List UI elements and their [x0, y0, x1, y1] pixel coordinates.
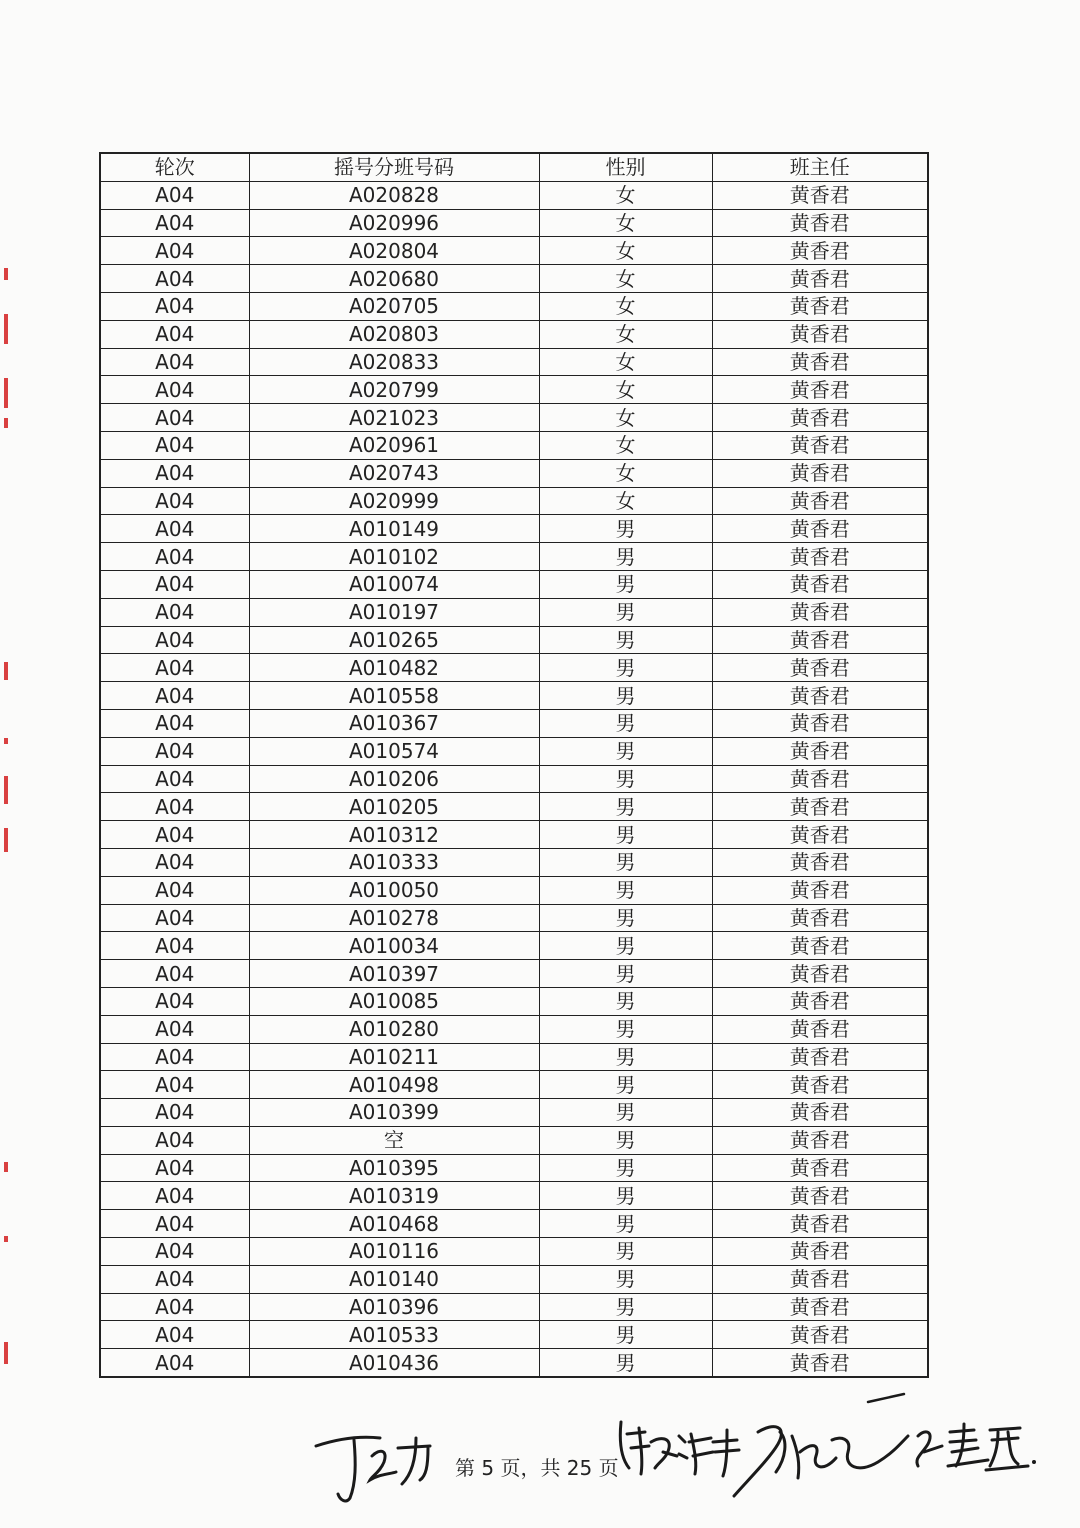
cell-lottery-number: A010333: [249, 848, 539, 876]
cell-head-teacher: 黄香君: [712, 1043, 928, 1071]
cell-head-teacher: 黄香君: [712, 960, 928, 988]
signature-3: [728, 1392, 1048, 1502]
cell-gender: 男: [539, 960, 712, 988]
cell-lottery-number: A010397: [249, 960, 539, 988]
table-row: [100, 1265, 928, 1293]
cell-head-teacher: 黄香君: [712, 570, 928, 598]
margin-mark: [4, 776, 8, 804]
cell-head-teacher: 黄香君: [712, 1182, 928, 1210]
cell-lottery-number: A020996: [249, 209, 539, 237]
table-row: [100, 1238, 928, 1266]
table-row: [100, 932, 928, 960]
table-row: [100, 1071, 928, 1099]
table-row: [100, 181, 928, 209]
page-number: 第 5 页，共 25 页: [455, 1456, 619, 1480]
cell-round: A04: [100, 376, 249, 404]
cell-lottery-number: A010102: [249, 543, 539, 571]
cell-gender: 男: [539, 848, 712, 876]
cell-lottery-number: A010278: [249, 904, 539, 932]
cell-lottery-number: 空: [249, 1126, 539, 1154]
cell-round: A04: [100, 209, 249, 237]
cell-round: A04: [100, 876, 249, 904]
cell-round: A04: [100, 237, 249, 265]
cell-round: A04: [100, 1099, 249, 1127]
cell-head-teacher: 黄香君: [712, 1293, 928, 1321]
cell-gender: 女: [539, 237, 712, 265]
table-row: [100, 876, 928, 904]
cell-round: A04: [100, 1043, 249, 1071]
cell-head-teacher: 黄香君: [712, 821, 928, 849]
cell-gender: 男: [539, 876, 712, 904]
table-row: [100, 1126, 928, 1154]
cell-round: A04: [100, 320, 249, 348]
cell-head-teacher: 黄香君: [712, 848, 928, 876]
table-header-row: [100, 153, 928, 181]
table-row: [100, 431, 928, 459]
cell-gender: 女: [539, 292, 712, 320]
cell-head-teacher: 黄香君: [712, 515, 928, 543]
cell-gender: 男: [539, 1238, 712, 1266]
cell-head-teacher: 黄香君: [712, 932, 928, 960]
cell-lottery-number: A010367: [249, 709, 539, 737]
table-row: [100, 1182, 928, 1210]
cell-gender: 男: [539, 793, 712, 821]
cell-head-teacher: 黄香君: [712, 1154, 928, 1182]
cell-head-teacher: 黄香君: [712, 348, 928, 376]
cell-lottery-number: A020833: [249, 348, 539, 376]
cell-lottery-number: A010395: [249, 1154, 539, 1182]
table-row: [100, 682, 928, 710]
table-row: [100, 1210, 928, 1238]
margin-mark: [4, 1342, 8, 1364]
table-row: [100, 1099, 928, 1127]
cell-round: A04: [100, 348, 249, 376]
cell-head-teacher: 黄香君: [712, 682, 928, 710]
cell-head-teacher: 黄香君: [712, 737, 928, 765]
table-row: [100, 654, 928, 682]
cell-round: A04: [100, 987, 249, 1015]
cell-gender: 男: [539, 626, 712, 654]
table-row: [100, 960, 928, 988]
cell-gender: 女: [539, 487, 712, 515]
table-row: [100, 515, 928, 543]
cell-head-teacher: 黄香君: [712, 459, 928, 487]
cell-round: A04: [100, 1015, 249, 1043]
cell-head-teacher: 黄香君: [712, 904, 928, 932]
cell-round: A04: [100, 793, 249, 821]
table-row: [100, 404, 928, 432]
cell-lottery-number: A010265: [249, 626, 539, 654]
cell-round: A04: [100, 821, 249, 849]
cell-gender: 男: [539, 1015, 712, 1043]
cell-gender: 男: [539, 1126, 712, 1154]
cell-gender: 女: [539, 209, 712, 237]
cell-gender: 男: [539, 1154, 712, 1182]
cell-gender: 男: [539, 904, 712, 932]
margin-mark: [4, 314, 8, 344]
cell-lottery-number: A010533: [249, 1321, 539, 1349]
cell-gender: 男: [539, 654, 712, 682]
cell-lottery-number: A010436: [249, 1349, 539, 1377]
cell-head-teacher: 黄香君: [712, 431, 928, 459]
cell-round: A04: [100, 654, 249, 682]
cell-lottery-number: A010396: [249, 1293, 539, 1321]
cell-head-teacher: 黄香君: [712, 1238, 928, 1266]
column-header-round: 轮次: [100, 153, 249, 181]
cell-head-teacher: 黄香君: [712, 209, 928, 237]
cell-lottery-number: A010468: [249, 1210, 539, 1238]
cell-head-teacher: 黄香君: [712, 1099, 928, 1127]
cell-gender: 男: [539, 709, 712, 737]
cell-round: A04: [100, 682, 249, 710]
cell-head-teacher: 黄香君: [712, 487, 928, 515]
cell-round: A04: [100, 1210, 249, 1238]
cell-head-teacher: 黄香君: [712, 1071, 928, 1099]
cell-head-teacher: 黄香君: [712, 626, 928, 654]
cell-lottery-number: A020961: [249, 431, 539, 459]
cell-gender: 男: [539, 598, 712, 626]
table-row: [100, 209, 928, 237]
cell-gender: 女: [539, 320, 712, 348]
cell-head-teacher: 黄香君: [712, 543, 928, 571]
cell-lottery-number: A010197: [249, 598, 539, 626]
table-row: [100, 1154, 928, 1182]
table-row: [100, 570, 928, 598]
cell-head-teacher: 黄香君: [712, 765, 928, 793]
margin-mark: [4, 738, 8, 744]
cell-lottery-number: A010085: [249, 987, 539, 1015]
table-row: [100, 821, 928, 849]
signature-2: [615, 1412, 745, 1482]
table-row: [100, 709, 928, 737]
cell-lottery-number: A010399: [249, 1099, 539, 1127]
cell-round: A04: [100, 1349, 249, 1377]
cell-lottery-number: A010149: [249, 515, 539, 543]
cell-lottery-number: A010050: [249, 876, 539, 904]
cell-lottery-number: A010482: [249, 654, 539, 682]
cell-round: A04: [100, 960, 249, 988]
cell-gender: 男: [539, 515, 712, 543]
cell-gender: 女: [539, 265, 712, 293]
cell-gender: 男: [539, 737, 712, 765]
cell-head-teacher: 黄香君: [712, 793, 928, 821]
cell-head-teacher: 黄香君: [712, 1265, 928, 1293]
cell-head-teacher: 黄香君: [712, 709, 928, 737]
column-header-lottery-number: 摇号分班号码: [249, 153, 539, 181]
table-row: [100, 793, 928, 821]
cell-head-teacher: 黄香君: [712, 404, 928, 432]
table-row: [100, 904, 928, 932]
class-assignment-table: [99, 152, 929, 1378]
column-header-gender: 性别: [539, 153, 712, 181]
cell-round: A04: [100, 459, 249, 487]
cell-lottery-number: A020705: [249, 292, 539, 320]
cell-round: A04: [100, 598, 249, 626]
cell-lottery-number: A021023: [249, 404, 539, 432]
cell-lottery-number: A020804: [249, 237, 539, 265]
cell-gender: 男: [539, 765, 712, 793]
cell-head-teacher: 黄香君: [712, 292, 928, 320]
cell-head-teacher: 黄香君: [712, 320, 928, 348]
cell-head-teacher: 黄香君: [712, 265, 928, 293]
cell-gender: 男: [539, 1210, 712, 1238]
cell-gender: 男: [539, 1265, 712, 1293]
cell-round: A04: [100, 709, 249, 737]
cell-round: A04: [100, 487, 249, 515]
cell-round: A04: [100, 1126, 249, 1154]
cell-gender: 女: [539, 181, 712, 209]
cell-gender: 女: [539, 404, 712, 432]
signature-1: [310, 1418, 440, 1508]
cell-round: A04: [100, 848, 249, 876]
cell-round: A04: [100, 431, 249, 459]
cell-head-teacher: 黄香君: [712, 1321, 928, 1349]
table-row: [100, 737, 928, 765]
margin-mark: [4, 418, 8, 428]
cell-gender: 男: [539, 570, 712, 598]
table-row: [100, 1321, 928, 1349]
table-row: [100, 1293, 928, 1321]
cell-round: A04: [100, 265, 249, 293]
cell-lottery-number: A010280: [249, 1015, 539, 1043]
cell-gender: 男: [539, 821, 712, 849]
cell-round: A04: [100, 570, 249, 598]
cell-gender: 女: [539, 348, 712, 376]
cell-round: A04: [100, 1154, 249, 1182]
table-row: [100, 320, 928, 348]
cell-lottery-number: A010312: [249, 821, 539, 849]
table-row: [100, 459, 928, 487]
cell-head-teacher: 黄香君: [712, 1210, 928, 1238]
cell-head-teacher: 黄香君: [712, 1349, 928, 1377]
cell-lottery-number: A010205: [249, 793, 539, 821]
cell-lottery-number: A020743: [249, 459, 539, 487]
table-row: [100, 543, 928, 571]
cell-round: A04: [100, 904, 249, 932]
margin-mark: [4, 268, 8, 280]
margin-mark: [4, 1162, 8, 1172]
cell-head-teacher: 黄香君: [712, 181, 928, 209]
margin-mark: [4, 828, 8, 852]
cell-round: A04: [100, 181, 249, 209]
table-row: [100, 765, 928, 793]
cell-gender: 女: [539, 376, 712, 404]
cell-round: A04: [100, 1071, 249, 1099]
cell-lottery-number: A020680: [249, 265, 539, 293]
cell-head-teacher: 黄香君: [712, 654, 928, 682]
table-row: [100, 237, 928, 265]
cell-head-teacher: 黄香君: [712, 237, 928, 265]
table-row: [100, 376, 928, 404]
table-row: [100, 626, 928, 654]
cell-gender: 男: [539, 1349, 712, 1377]
cell-gender: 男: [539, 1043, 712, 1071]
cell-gender: 男: [539, 1099, 712, 1127]
cell-lottery-number: A010074: [249, 570, 539, 598]
table-row: [100, 1015, 928, 1043]
cell-lottery-number: A010206: [249, 765, 539, 793]
cell-lottery-number: A010140: [249, 1265, 539, 1293]
table-row: [100, 987, 928, 1015]
table-row: [100, 1349, 928, 1377]
cell-head-teacher: 黄香君: [712, 1015, 928, 1043]
cell-round: A04: [100, 543, 249, 571]
cell-round: A04: [100, 1182, 249, 1210]
cell-lottery-number: A010116: [249, 1238, 539, 1266]
table-row: [100, 1043, 928, 1071]
table-row: [100, 265, 928, 293]
column-header-head-teacher: 班主任: [712, 153, 928, 181]
cell-round: A04: [100, 1321, 249, 1349]
cell-gender: 女: [539, 431, 712, 459]
cell-round: A04: [100, 515, 249, 543]
cell-lottery-number: A010034: [249, 932, 539, 960]
cell-head-teacher: 黄香君: [712, 598, 928, 626]
cell-round: A04: [100, 1293, 249, 1321]
cell-lottery-number: A010498: [249, 1071, 539, 1099]
cell-lottery-number: A010211: [249, 1043, 539, 1071]
cell-round: A04: [100, 765, 249, 793]
cell-round: A04: [100, 737, 249, 765]
table-row: [100, 292, 928, 320]
cell-gender: 男: [539, 543, 712, 571]
cell-lottery-number: A010319: [249, 1182, 539, 1210]
table-row: [100, 598, 928, 626]
cell-gender: 男: [539, 1071, 712, 1099]
cell-gender: 男: [539, 932, 712, 960]
cell-round: A04: [100, 626, 249, 654]
cell-gender: 男: [539, 1321, 712, 1349]
table-row: [100, 348, 928, 376]
table-row: [100, 848, 928, 876]
cell-head-teacher: 黄香君: [712, 1126, 928, 1154]
cell-lottery-number: A010574: [249, 737, 539, 765]
cell-head-teacher: 黄香君: [712, 876, 928, 904]
cell-head-teacher: 黄香君: [712, 987, 928, 1015]
cell-gender: 男: [539, 682, 712, 710]
cell-gender: 男: [539, 1182, 712, 1210]
margin-mark: [4, 662, 8, 680]
cell-round: A04: [100, 1238, 249, 1266]
cell-round: A04: [100, 292, 249, 320]
cell-round: A04: [100, 932, 249, 960]
margin-mark: [4, 1236, 8, 1242]
cell-gender: 女: [539, 459, 712, 487]
cell-lottery-number: A020999: [249, 487, 539, 515]
cell-lottery-number: A010558: [249, 682, 539, 710]
cell-round: A04: [100, 404, 249, 432]
cell-round: A04: [100, 1265, 249, 1293]
cell-lottery-number: A020803: [249, 320, 539, 348]
cell-head-teacher: 黄香君: [712, 376, 928, 404]
cell-gender: 男: [539, 987, 712, 1015]
cell-lottery-number: A020828: [249, 181, 539, 209]
table-row: [100, 487, 928, 515]
cell-gender: 男: [539, 1293, 712, 1321]
margin-mark: [4, 378, 8, 408]
cell-lottery-number: A020799: [249, 376, 539, 404]
